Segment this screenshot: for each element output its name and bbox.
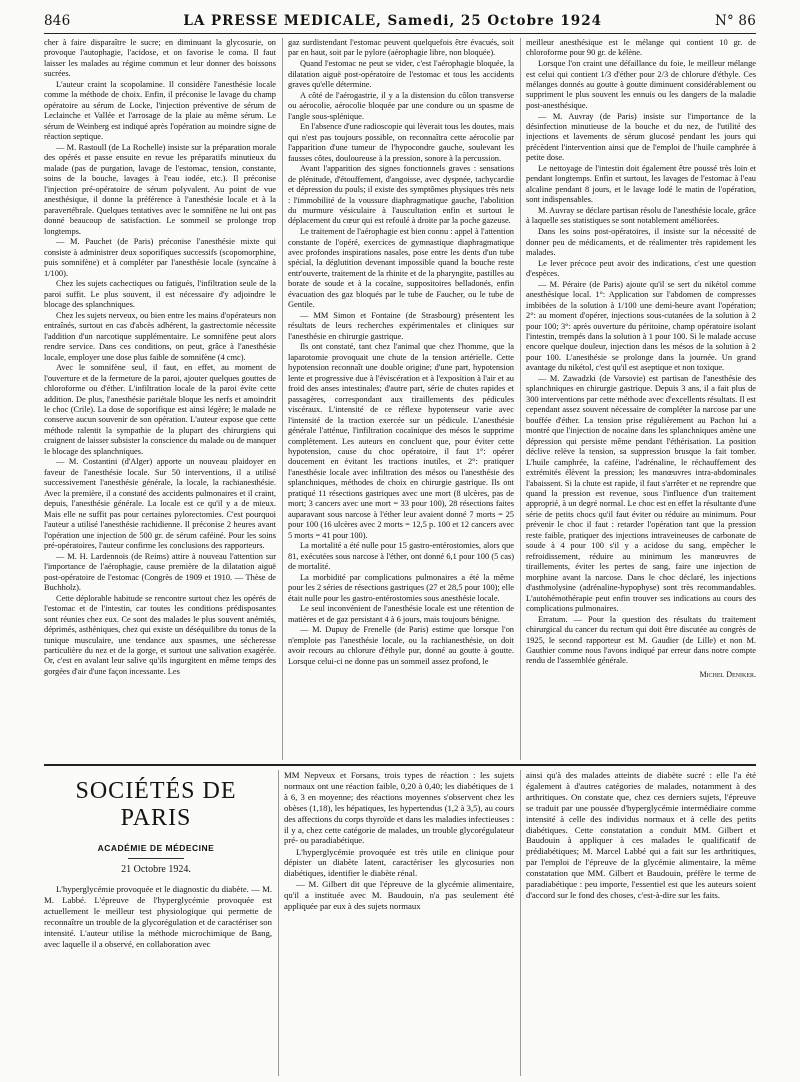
paragraph: L'hyperglycémie provoquée et le diagnostic du diabète. — M. M. Labbé. L'épreuve de l'hyperglycémie provoquée est actuellement le meilleur test physiologique qui permette de reconnaître un trouble de la glycorégulation et de caractériser son intensité. L'auteur utilise la méthode microchimique de Bang, avec laquelle il a observé, en collaboration avec — [44, 884, 272, 949]
paragraph: ainsi qu'à des malades atteints de diabète sucré : elle l'a été également à d'autres catégories de malades, notamment à des arthritiques. On constate que, chez ces derniers sujets, l'épreuve se traduit par une poussée d'hyperglycémie intermédiaire comme intensité à celle des individus normaux et à celle des petits diabétiques. Cette constatation a conduit MM. Gilbert et Baudouin à appliquer à ces malades le qualificatif de prédiabétiques; M. Marcel Labbé qui a fait sur les arthritiques, par l'emploi de l'épreuve de la glycémie alimentaire, la même constatation que MM. Gilbert et Baudouin, préfère le terme de paradiabétique : peu importe, l'essentiel est que les auteurs soient d'accord sur le fond des choses, c'est-à-dire sur les faits. — [526, 770, 756, 900]
section-rule — [44, 764, 756, 766]
paragraph: Le lever précoce peut avoir des indications, c'est une question d'espèces. — [526, 258, 756, 279]
article-column-3 — [526, 38, 756, 760]
paragraph: Le nettoyage de l'intestin doit également être poussé très loin et pendant longtemps. Enfin et surtout, les lavages de l'estomac à l'eau alcaline pendant 8 jours, et le lavage lodé le matin de l'opération, sont indispensables. — [526, 164, 756, 205]
page-number: 846 — [44, 13, 71, 29]
society-column-3 — [526, 770, 756, 1076]
paragraph: — M. H. Lardennois (de Reims) attire à nouveau l'attention sur l'importance de l'aérophagie, cause première de la dilatation aiguë post-opératoire de l'estomac (Congrès de 1909 et 1910. — Thèse de Buchholz). — [44, 551, 276, 593]
paragraph: — M. Gilbert dit que l'épreuve de la glycémie alimentaire, qu'il a instituée avec M. Baudouin, n'a pas seulement été appliquée par eux à des sujets normaux — [284, 879, 514, 912]
paragraph: Le seul inconvénient de l'anesthésie locale est une rétention de matières et de gaz persistant 4 à 6 jours, mais toujours bénigne. — [288, 604, 514, 624]
paragraph: — M. Péraire (de Paris) ajoute qu'il se sert du nikétol comme anesthésique local. 1°: Application sur l'abdomen de compresses imbibées de la solution à 1/100 une demi-heure avant l'opération; 2°: au moment d'opérer, injections sous-cutanées de la solution à 2 pour 100; 3°: après ouverture du péritoine, champ opératoire isolant l'intestin, trempés dans la solution à 1 pour 100. Si le malade accuse encore quelque douleur, injection dans les mésos de la solution à 2 pour 100. L'anesthésie se prolonge dans la journée. Un grand avantage du nikétol, c'est qu'il est aseptique et non toxique. — [526, 279, 756, 373]
academy-heading: ACADÉMIE DE MÉDECINE — [97, 843, 215, 853]
paragraph: gaz surdistendant l'estomac peuvent quelquefois être évacués, soit par en haut, soit par le pylore (aérophagie libre, non bloquée). — [288, 38, 514, 58]
paragraph: — M. Auvray (de Paris) insiste sur l'importance de la désinfection minutieuse de la bouche et du nez, de l'utilité des injections et lavements de sérum glucosé pendant les jours qui précèdent l'intervention ainsi que de l'emploi de l'huile camphrée à petite dose. — [526, 111, 756, 163]
column-divider — [282, 38, 283, 760]
paragraph: — M. Zawadzki (de Varsovie) est partisan de l'anesthésie des splanchniques en chirurgie gastrique. Depuis 3 ans, il a fait plus de 300 interventions par cette méthode avec d'excellents résultats. Il est cependant assez souvent nécessaire de compléter la narcose par une bouffée d'éther. La tension prise régulièrement au Pachon lui a montré que l'injection de nocaïne dans les splanchniques amène une dépression qui persiste même pendant l'éthérisation. La position déclive relève la tension, sa suppression brusque la fait tomber. L'huile camphrée, la caféine, l'adrénaline, le réchauffement des extrémités élèvent la pression; les manœuvres intra-abdominales l'abaissent. Si la chute est rapide, il faut s'arrêter et ne reprendre que quand la pression est revenue, sous l'influence d'un traitement approprié, à un degré normal. Le choc est en effet la résultante d'une série de petits chocs qu'il faut éviter ou réduire au minimum. Pour prévenir le choc il faut : retarder l'opération tant que la pression reste faible, pratiquer des injections intraveineuses de carbonate de soude à 4 pour 100 s'il y a acidose du sang, empêcher le refroidissement, réduire au minimum les manœuvres de tiraillements, éviter les pertes de sang, faire une injection de morphine avant la narcose. Dans le choc déclaré, les injections d'asthmolysine (adrénaline-hypophyse) sont très recommandables. L'autohémothérapie peut enfin trouver ses indications au cours des complications pulmonaires. — [526, 374, 756, 613]
paragraph: Chez les sujets cachectiques ou fatigués, l'infiltration seule de la paroi suffit. Le plus souvent, il est nécessaire d'y adjoindre le blocage des splanchniques. — [44, 279, 276, 310]
header-rule — [44, 33, 756, 34]
journal-title: LA PRESSE MEDICALE, Samedi, 25 Octobre 1924 — [183, 13, 602, 29]
column-divider — [278, 770, 279, 1076]
paragraph: L'hyperglycémie provoquée est très utile en clinique pour dépister un diabète latent, caractériser les glycosuries non diabétiques, identifier le diabète rénal. — [284, 846, 514, 879]
paragraph: Le traitement de l'aérophagie est bien connu : appel à l'attention constante de l'opéré, exercices de gymnastique diaphragmatique avec profondes inspirations nasales, pose entre les dents d'un tube spécial, la déglutition devenant impossible quand la bouche reste entr'ouverte, traitement de la rhinite et de la pharyngite, pastilles au borate de soude et à la cocaïne, suppositoires belladonés, enfin évacuation des gaz bloqués par le tube de Faucher, ou le tube de Gentile. — [288, 227, 514, 310]
paragraph: La morbidité par complications pulmonaires a été la même pour les 2 séries de résections gastriques (27 et 28,5 pour 100); elle était nulle pour les gastro-entérostomies sous anesthésie locale. — [288, 572, 514, 603]
society-column-2 — [284, 770, 514, 1076]
paragraph: La mortalité a été nulle pour 15 gastro-entérostomies, alors que 81, exécutées sous narcose à l'éther, ont donné 6,1 pour 100 (5 cas) de mortalité. — [288, 541, 514, 572]
paragraph: L'auteur craint la scopolamine. Il considère l'anesthésie locale comme la méthode de choix. Enfin, il préconise le lavage du champ opératoire au sérum de Locke, l'injection préventive de sérum de Leclainche et Vallée et l'arrosage de la plaie au même sérum. Le sérum de Weinberg est indiqué après l'opération au moindre signe de réaction septique. — [44, 80, 276, 142]
section-title: SOCIÉTÉS DE PARIS — [75, 778, 237, 831]
paragraph: A côté de l'aérogastrie, il y a la distension du côlon transverse ou aérocolie, aérocolie bloquée par une condure ou un spasme de l'angle sous-splénique. — [288, 90, 514, 121]
paragraph: — M. Costantini (d'Alger) apporte un nouveau plaidoyer en faveur de l'anesthésie locale. Sur 50 interventions, il a utilisé successivement l'anesthésie générale, la locale, la rachianesthésie. Avec la première, il a constaté des accidents pulmonaires et il craint, depuis, l'anesthésie générale. La locale est ce qu'il y a de mieux. Mais elle ne suffit pas pour certaines pylorectomies. C'est pourquoi l'auteur a utilisé l'anesthésie rachidienne. Il préconise 2 heures avant l'opération une injection de 500 gr. de sérum caféiné. Pour les soins pré-opératoires, l'auteur confirme les conclusions des rapporteurs. — [44, 457, 276, 551]
paragraph: Cette déplorable habitude se rencontre surtout chez les opérés de l'estomac et de l'intestin, car toutes les conditions prédisposantes sont réunies chez eux. Ce sont des malades le plus souvent anémiés, déprimés, asthéniques, chez qui existe un déséquilibre du tonus de la tunique musculaire, une tendance aux spasmes, une sécheresse particulière du nez et de la gorge, et surtout une salivation exagérée. Or, c'est en avalant leur salive qu'ils ingurgitent en même temps des gorgées d'air d'une façon incessante. Les — [44, 593, 276, 676]
paragraph: Chez les sujets nerveux, ou bien entre les mains d'opérateurs non entraînés, surtout en cas d'abcès adhérent, la gastrectomie nécessite l'addition d'un narcotique supplémentaire. Le somnifène peut alors rendre service. Dans ces conditions, on peut, grâce à l'anesthésie locale, employer une dose plus faible de somnifène (4 cmc). — [44, 310, 276, 362]
issue-number: N° 86 — [714, 13, 756, 29]
paragraph: En l'absence d'une radioscopie qui lèverait tous les doutes, mais qui n'est pas toujours possible, on reconnaîtra cette aérocolie par l'apparition d'une tumeur de l'hypocondre gauche, soulevant les fausses côtes, douloureuse à la pression, sonore à la percussion. — [288, 122, 514, 163]
column-divider — [520, 770, 521, 1076]
paragraph: M. Auvray se déclare partisan résolu de l'anesthésie locale, grâce à laquelle ses statistiques se sont notablement améliorées. — [526, 206, 756, 226]
paragraph: MM Nepveux et Forsans, trois types de réaction : les sujets normaux ont une réaction faible, 0,20 à 0,40; les diabétiques de 1 à 6, 3 en moyenne; des réactions moyennes s'observent chez les obèses (1,18), les hépatiques, les hypertendus (1,2 à 3,5), au cours des affections du corps thyroïde et dans les maladies infectieuses : il y a, chez cette catégorie de malades, un trouble glycorégulateur pré- ou paradiabétique. — [284, 770, 514, 846]
heading-underline — [128, 858, 184, 859]
paragraph: Erratum. — Pour la question des résultats du traitement chirurgical du cancer du rectum qui doit être discutée au congrès de 1925, le second rapporteur est M. Gaudier (de Lille) et non M. Gauthier comme nous l'avons indiqué par erreur dans notre compte rendu de l'assemblée générale. — [526, 614, 756, 666]
paragraph: cher à faire disparaître le sucre; en diminuant la glycosurie, on provoque l'autophagie, l'acidose, et on favorise le coma. Il faut laisser les malades au régime commun et leur donner des boissons sucrées. — [44, 38, 276, 79]
paragraph: Quand l'estomac ne peut se vider, c'est l'aérophagie bloquée, la dilatation aiguë post-opératoire de l'estomac et tous les accidents graves qu'elle détermine. — [288, 59, 514, 89]
paragraph: Avec le somnifène seul, il faut, en effet, au moment de l'ouverture et de la fermeture de la paroi, ajouter quelques gouttes de chloroforme ou d'éther. L'infiltration locale de la paroi évite cette addition. De plus, l'anesthésie pariétale bloque les nerfs et amoindrit le choc (Crile). La dose de soporifique est ainsi légère; le malade ne conserve aucun souvenir de son opération. L'auteur expose que cette méthode ralentit la sympathie de la plupart des chirurgiens qui craignent de laisser subsister la conscience du malade ou de manquer le blocage des splanchniques. — [44, 363, 276, 456]
paragraph: — M. Rastoull (de La Rochelle) insiste sur la préparation morale des opérés et passe ensuite en revue les préparatifs minutieux du malade (pas de purgation, lavage de l'estomac, tension, constante, soins de la bouche, lavages à l'eau iodée, etc.). Il préconise l'injection pré-opératoire de sérum polyvalent. Au point de vue anesthésique, il donne la préférence à l'anesthésie locale et à la paravertébrale. Quelques tentatives avec le somnifène ne lui ont pas donné beaucoup de satisfaction. Le sommeil se prolonge trop longtemps. — [44, 142, 276, 236]
paragraph: — MM Simon et Fontaine (de Strasbourg) présentent les résultats de leurs recherches expérimentales et cliniques sur l'anesthésie en chirurgie gastrique. — [288, 310, 514, 341]
paragraph: Lorsque l'on craint une défaillance du foie, le meilleur mélange est celui qui contient 1/3 d'éther pour 2/3 de chlorure d'éthyle. Ces mélanges donnés au goutte à goutte diminuent considérablement ou suppriment le plus souvent les ennuis ou les dangers de la maladie post-anesthésique. — [526, 59, 756, 110]
session-date: 21 Octobre 1924. — [121, 864, 191, 875]
paragraph: Dans les soins post-opératoires, il insiste sur la nécessité de donner peu de médicaments, et de réalimenter très rapidement les malades. — [526, 227, 756, 257]
paragraph: — M. Dupuy de Frenelle (de Paris) estime que lorsque l'on n'emploie pas l'anesthésie locale, ou la rachianesthésie, on doit avoir recours au chlorure d'éthyle pur, donné au goutte à goutte. Lorsque celui-ci ne donne pas un sommeil assez profond, le — [288, 625, 514, 666]
column-divider — [520, 38, 521, 760]
article-column-2 — [288, 38, 514, 760]
society-column-1 — [44, 884, 272, 1076]
running-header — [44, 10, 756, 32]
paragraph: Avant l'apparition des signes fonctionnels graves : sensations de plénitude, d'étouffement, d'angoisse, avec dyspnée, tachycardie et dépression du pouls; il existe des symptômes physiques très nets : l'immobilité de la voussure diaphragmatique gauche, l'abolition du murmure vésiculaire à l'auscultation enfin et surtout le déplacement du cœur qui est refoulé à droite par la poche gazeuse. — [288, 164, 514, 226]
paragraph: meilleur anesthésique est le mélange qui contient 10 gr. de chloroforme pour 90 gr. de kélène. — [526, 38, 756, 58]
paragraph: — M. Pauchet (de Paris) préconise l'anesthésie mixte qui consiste à administrer deux soporifiques successifs (scopomorphine, puis somnifène) et à compléter par l'anesthésie locale (syncaïne à 1/100). — [44, 237, 276, 278]
author-signature: Michel Deniker. — [699, 669, 756, 679]
article-column-1 — [44, 38, 276, 760]
paragraph: Ils ont constaté, tant chez l'animal que chez l'homme, que la laparotomie provoquait une chute de la tension artérielle. Cette hypotension reconnaît une double origine; d'une part, hypotension lente et progressive due à l'éviscération et à l'exposition à l'air et au froid des anses intestinales; d'autre part, série de chutes rapides et passagères, correspondant aux tiraillements des pédicules viscéraux. L'intensité de ce réflexe hypotenseur varie avec l'intensité de la traction exercée sur un pédicule. L'anesthésie générale l'atténue, l'infiltration cocaïnique des mésos le supprime complètement. Les auteurs en concluent que, pour éviter cette hypotension, cause du choc opératoire, il faut 1°: opérer doucement en évitant les tractions inutiles, et 2°: pratiquer l'anesthésie locale avec infiltration des mésos ou l'anesthésie des splanchniques, méthodes de choix en chirurgie gastrique. Ils ont pratiqué 11 résections gastriques avec une mort (8 ulcères, pas de mort; 3 cancers avec une mort = 33 pour 100), 28 résections faites auparavant sous narcose à l'éther leur avaient donné 7 morts = 25 pour 100 (16 ulcères avec 2 morts = 12,5 p. 100 et 12 cancers avec 5 morts = 41 pour 100). — [288, 342, 514, 540]
